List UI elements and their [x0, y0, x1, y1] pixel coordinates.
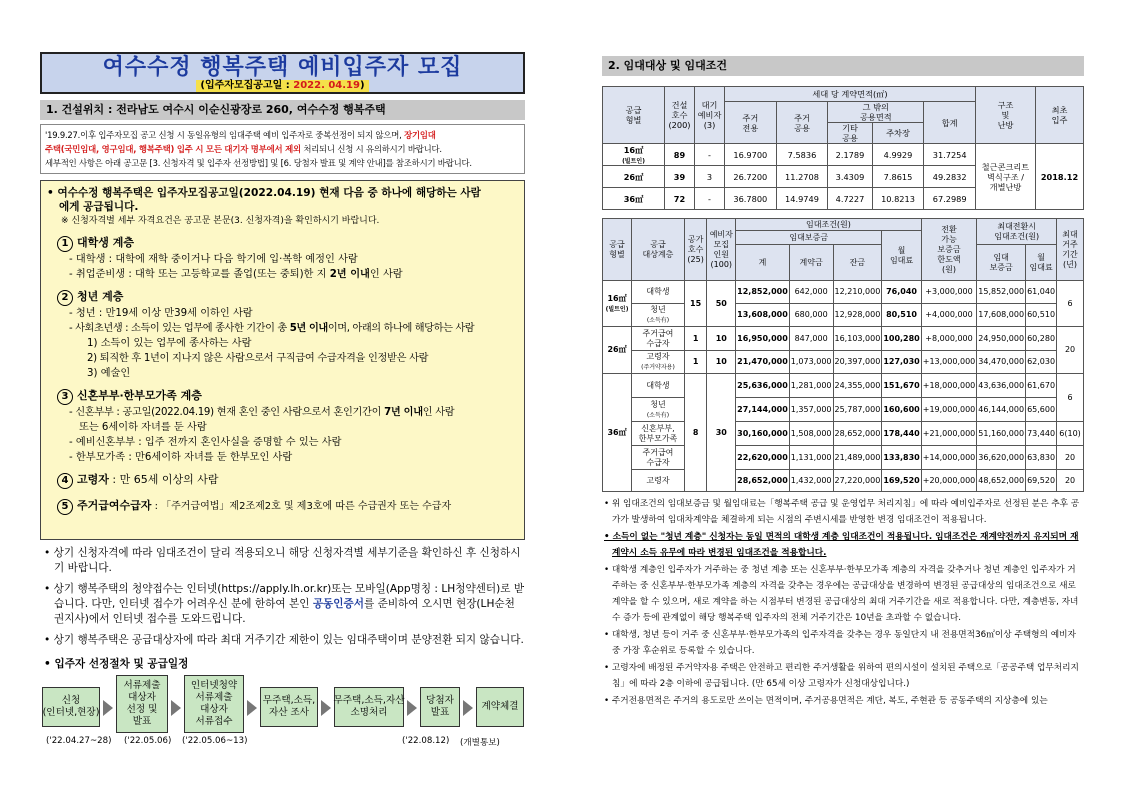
text-span: 청년 [650, 305, 666, 314]
text-span: 2022. 04.19 [293, 80, 360, 91]
text-span: - 취업준비생 : 대학 또는 고등학교를 졸업(또는 중퇴)한 지 [69, 269, 330, 280]
table-cell: 100,280 [882, 327, 921, 351]
table-cell: 16.9700 [725, 144, 777, 166]
table-cell: 임대조건(원) [736, 219, 922, 231]
text-span: ) [359, 80, 365, 91]
text-span: - 대학생 : 대학에 재학 중이거나 다음 학기에 입·복학 예정인 사람 [69, 254, 358, 265]
table-cell: 680,000 [789, 304, 833, 327]
table-cell [632, 398, 685, 422]
text-span: 신혼부부·한부모가족 계층 [77, 389, 202, 402]
right-column [602, 52, 1084, 709]
table-cell: 신혼부부, 한부모가족 [632, 422, 685, 446]
table-cell: 주거 공용 [776, 102, 828, 144]
table-row [603, 327, 1084, 351]
table-cell [603, 144, 665, 166]
announcement-date [196, 80, 368, 92]
text-span: - 예비신혼부부 : 입주 전까지 혼인사실을 증명할 수 있는 사람 [69, 437, 342, 448]
table-cell: 계약금 [789, 245, 833, 281]
table-row [603, 470, 1084, 492]
table-cell: 50 [707, 281, 736, 327]
table-cell: 건설 호수 (200) [665, 87, 695, 144]
table-cell: 4.9929 [872, 144, 924, 166]
table-cell: 고령자 [632, 470, 685, 492]
table-cell: 1,281,000 [789, 374, 833, 398]
table-cell: 10 [707, 351, 736, 374]
text-span: 7년 이내 [384, 407, 423, 418]
table-cell: 7.5836 [776, 144, 828, 166]
section2-heading: 2. 임대대상 및 임대조건 [602, 56, 1084, 76]
text-span: 16㎡ [623, 144, 644, 155]
table-cell: 임대 보증금 [977, 245, 1026, 281]
table-cell: 6 [1057, 374, 1084, 422]
table-row [603, 398, 1084, 422]
left-column [40, 52, 525, 751]
table-cell: 20 [1057, 470, 1084, 492]
table-cell: 151,670 [882, 374, 921, 398]
table-cell: 임대보증금 [736, 231, 882, 245]
table-cell: 49.2832 [924, 166, 976, 188]
table-cell: 26㎡ [603, 327, 632, 374]
table-cell: 합계 [924, 102, 976, 144]
table-cell: 철근콘크리트 벽식구조 / 개별난방 [976, 144, 1036, 210]
table-cell: 20 [1057, 327, 1084, 374]
table-cell: +21,000,000 [921, 422, 977, 446]
table-cell: 160,600 [882, 398, 921, 422]
table-cell: 주차장 [872, 123, 924, 144]
arrow-icon [321, 700, 331, 716]
table-cell: 2.1789 [828, 144, 872, 166]
text-span: : 만 65세 이상의 사람 [108, 473, 219, 486]
table-cell: 1,508,000 [789, 422, 833, 446]
table-cell: 24,950,000 [977, 327, 1026, 351]
date-apply: ('22.04.27~28) [46, 736, 112, 746]
table-cell: 67.2989 [924, 188, 976, 210]
table-cell: 7.8615 [872, 166, 924, 188]
table-cell: 27,144,000 [736, 398, 790, 422]
table-cell: 60,510 [1026, 304, 1057, 327]
process-flow [40, 673, 525, 751]
table-cell: 73,440 [1026, 422, 1057, 446]
text-span: - 사회초년생 : 소득이 있는 업무에 종사한 기간이 총 [69, 323, 290, 334]
process-title: • 입주자 선정절차 및 공급일정 [44, 658, 189, 670]
date-selection: ('22.05.06) [124, 736, 172, 746]
table-cell: 46,144,000 [977, 398, 1026, 422]
table-cell: 6 [1057, 281, 1084, 327]
text-span: 공동인증서 [312, 598, 364, 610]
table-cell: 63,830 [1026, 446, 1057, 470]
table-cell: 주거 전용 [725, 102, 777, 144]
table-cell: 60,280 [1026, 327, 1057, 351]
table-cell: 대기 예비자 (3) [695, 87, 725, 144]
area-table [602, 86, 1084, 210]
table-cell: 26.7200 [725, 166, 777, 188]
text-span: 를 준비하여 오시면 현장(LH순천권지사)에서 인터넷 접수를 도와드립니다. [54, 598, 515, 625]
table-cell: 15 [684, 281, 707, 327]
text-span: 또는 6세이하 자녀를 둔 사람 [79, 422, 207, 433]
table-cell: 178,440 [882, 422, 921, 446]
table-cell: 51,160,000 [977, 422, 1026, 446]
table-cell: 13,608,000 [736, 304, 790, 327]
text-span: 주거급여수급자 [77, 499, 152, 512]
text-span: (빌트인) [605, 305, 629, 313]
table-cell: 8 [684, 374, 707, 492]
text-span: • 상기 행복주택의 청약접수는 인터넷(https://apply.lh.or.kr)또는 모바일(App명칭 : LH청약센터)로 받습니다. 다만, 인터넷 접수가 어려우신 분에 한하여 본인 [44, 583, 525, 610]
text-span: (빌트인) [622, 157, 645, 165]
step-apply: 신청 (인터넷,현장) [42, 687, 100, 727]
table-cell: - [695, 188, 725, 210]
bullet-conditions: • 상기 신청자격에 따라 임대조건이 달리 적용되오니 해당 신청자격별 세부기준을 확인하신 후 신청하시기 바랍니다. [44, 547, 521, 574]
table-cell: 39 [665, 166, 695, 188]
text-span: 청년 [650, 399, 666, 409]
category-housing-benefit [47, 497, 518, 515]
table-cell: 잔금 [833, 245, 882, 281]
table-cell: +18,000,000 [921, 374, 977, 398]
table-cell: 2018.12 [1036, 144, 1084, 210]
text-span: 3 [57, 389, 73, 405]
table-cell: 133,830 [882, 446, 921, 470]
table-cell: +3,000,000 [921, 281, 977, 304]
bullet-residence-limit: • 상기 행복주택은 공급대상자에 따라 최대 거주기간 제한이 있는 임대주택이며 분양전환 되지 않습니다. [44, 634, 524, 646]
step-explanation: 무주택,소득,자산 소명처리 [334, 687, 404, 727]
table-cell: 69,520 [1026, 470, 1057, 492]
table-cell: +20,000,000 [921, 470, 977, 492]
step-announcement: 당첨자 발표 [420, 687, 460, 727]
table-cell: 대학생 [632, 281, 685, 304]
table-cell: 20,397,000 [833, 351, 882, 374]
table-cell: 1 [684, 327, 707, 351]
arrow-icon [407, 700, 417, 716]
text-span: 1 [57, 236, 73, 252]
table-cell: 76,040 [882, 281, 921, 304]
table-cell: 그 밖의 공용면적 [828, 102, 924, 123]
table-cell: 12,852,000 [736, 281, 790, 304]
text-span: '19.9.27.이후 입주자모집 공고 신청 시 동일유형의 임대주택 예비 입주자로 중복선정이 되지 않으며, [45, 130, 405, 140]
table-cell: 세대 당 계약면적(㎡) [725, 87, 976, 102]
table-cell [632, 351, 685, 374]
table-cell: 공급 형별 [603, 87, 665, 144]
table-cell: 10.8213 [872, 188, 924, 210]
table-cell: 공가 호수 (25) [684, 219, 707, 281]
rent-table [602, 218, 1084, 492]
text-span: 장기임대 [404, 130, 436, 140]
text-span: (입주자모집공고일 : [200, 80, 294, 91]
text-span: 처리되니 신청 시 유의하시기 바랍니다. [300, 144, 442, 154]
table-cell: 65,600 [1026, 398, 1057, 422]
table-cell: 16,950,000 [736, 327, 790, 351]
step-document-selection: 서류제출 대상자 선정 및 발표 [116, 675, 168, 733]
table-cell: 1,073,000 [789, 351, 833, 374]
text-span: 고령자 [77, 473, 109, 486]
table-cell: 최초 입주 [1036, 87, 1084, 144]
caution-note [40, 124, 525, 174]
text-span: - 한부모가족 : 만6세이하 자녀를 둔 한부모인 사람 [69, 452, 293, 463]
table-cell: 공급 대상계층 [632, 219, 685, 281]
text-span: 세부적인 사항은 아래 공고문 [3. 신청자격 및 입주자 선정방법] 및 [6. 당첨자 발표 및 계약 안내]를 참조하시기 바랍니다. [45, 158, 472, 168]
table-cell: 25,787,000 [833, 398, 882, 422]
table-cell: 기타 공용 [828, 123, 872, 144]
table-row [603, 446, 1084, 470]
table-cell: 전환 가능 보증금 한도액 (원) [921, 219, 977, 281]
table-cell [603, 281, 632, 327]
text-span: 2 [57, 290, 73, 306]
table-cell: 30,160,000 [736, 422, 790, 446]
category-elderly [47, 471, 518, 489]
step-asset-check: 무주택,소득, 자산 조사 [260, 687, 318, 727]
text-span: (소득有) [646, 411, 670, 419]
table-cell: 61,040 [1026, 281, 1057, 304]
note-youth-no-income: • 소득이 없는 "청년 계층" 신청자는 동일 면적의 대학생 계층 임대조건이 적용됩니다. 임대조건은 재계약전까지 유지되며 재계약시 소득 유무에 따라 변경된 임대조건을 적용합니다. [604, 532, 1079, 558]
table-cell: 12,928,000 [833, 304, 882, 327]
table-cell: 주거급여 수급자 [632, 446, 685, 470]
table-cell: 127,030 [882, 351, 921, 374]
table-cell: 예비자 모집 인원 (100) [707, 219, 736, 281]
table-cell: 구조 및 난방 [976, 87, 1036, 144]
table-cell: 28,652,000 [833, 422, 882, 446]
text-span: 5 [57, 499, 73, 515]
table-cell: 28,652,000 [736, 470, 790, 492]
note-class-change: • 대학생 계층인 입주자가 거주하는 중 청년 계층 또는 신혼부부·한부모가족 계층의 자격을 갖추거나 청년 계층인 입주자가 거주하는 중 신혼부부·한부모가족 계층의 자격을 갖추는 경우에는 공급대상을 변경하여 변경된 공급대상의 임대조건으로 새로 계약을 할 수 있으며, 새로 계약을 하는 시점부터 변경된 공급대상의 최대 거주기간을 새로 적용합니다. 다만, 계층변동, 자녀수 증가 등에 관계없이 해당 행복주택 입주자의 전체 거주기간은 10년을 초과할 수 없습니다. [604, 565, 1079, 623]
table-cell: 36㎡ [603, 188, 665, 210]
text-span: 이며, 아래의 하나에 해당하는 사람 [327, 323, 475, 334]
note-area: • 주거전용면적은 주거의 용도로만 쓰이는 면적이며, 주거공용면적은 계단, 복도, 주현관 등 공동주택의 지상층에 있는 [604, 696, 1048, 706]
table-cell: 1,357,000 [789, 398, 833, 422]
table-cell: 1 [684, 351, 707, 374]
step-contract: 계약체결 [476, 687, 524, 727]
arrow-icon [247, 700, 257, 716]
table-cell: 36,620,000 [977, 446, 1026, 470]
note-rent-change: • 위 임대조건의 임대보증금 및 월임대료는「행복주택 공급 및 운영업무 처리지침」에 따라 예비입주자로 선정된 분은 추후 공가가 발생하여 임대차계약을 체결하게 되는 시점의 주변시세를 반영한 변경 임대조건이 적용됩니다. [604, 499, 1080, 525]
page-title: 여수수정 행복주택 예비입주자 모집 [102, 55, 463, 80]
text-span: 16㎡ [607, 293, 627, 303]
text-span: 대학생 계층 [77, 236, 134, 249]
table-cell: 1,432,000 [789, 470, 833, 492]
table-cell: 대학생 [632, 374, 685, 398]
text-span: - 신혼부부 : 공고일(2022.04.19) 현재 혼인 중인 사람으로서 혼인기간이 [69, 407, 385, 418]
bullet-application [40, 582, 525, 627]
table-cell: 30 [707, 374, 736, 492]
section1-heading: 1. 건설위치 : 전라남도 여수시 이순신광장로 260, 여수수정 행복주택 [40, 100, 525, 120]
table-cell: 36㎡ [603, 374, 632, 492]
table-cell: 34,470,000 [977, 351, 1026, 374]
rent-notes [602, 496, 1084, 709]
note-newlywed: • 대학생, 청년 등이 거주 중 신혼부부·한부모가족의 입주자격을 갖추는 경우 동일단지 내 전용면적36㎡이상 주택형의 예비자 중 가장 후순위로 등록할 수 있습니다. [604, 630, 1076, 656]
table-cell: +8,000,000 [921, 327, 977, 351]
table-cell: 12,210,000 [833, 281, 882, 304]
table-cell: +4,000,000 [921, 304, 977, 327]
text-span: 청년 계층 [77, 290, 124, 303]
table-cell: 80,510 [882, 304, 921, 327]
table-cell: 27,220,000 [833, 470, 882, 492]
category-newlywed [47, 387, 518, 405]
text-span: 고령자 [646, 352, 670, 361]
table-cell: +13,000,000 [921, 351, 977, 374]
table-cell: 14.9749 [776, 188, 828, 210]
table-cell: 62,030 [1026, 351, 1057, 374]
note-elderly: • 고령자에 배정된 주거약자용 주택은 안전하고 편리한 주거생활을 위하여 편의시설이 설치된 주택으로「공공주택 업무처리지침」에 따라 2층 이하에 공급됩니다. (만 65세 이상 고령자가 신청대상입니다.) [604, 663, 1079, 689]
table-cell: 월 임대료 [882, 231, 921, 281]
text-span: (주거약자용) [641, 364, 675, 371]
table-cell: 주거급여 수급자 [632, 327, 685, 351]
table-cell: +19,000,000 [921, 398, 977, 422]
table-cell: 10 [707, 327, 736, 351]
table-cell: 847,000 [789, 327, 833, 351]
step-document-submission: 인터넷청약 서류제출 대상자 서류접수 [184, 675, 244, 733]
table-cell: 24,355,000 [833, 374, 882, 398]
table-cell: 72 [665, 188, 695, 210]
table-cell: 3 [695, 166, 725, 188]
table-cell: 계 [736, 245, 790, 281]
table-cell: 89 [665, 144, 695, 166]
text-span: 주택(국민임대, 영구임대, 행복주택) 입주 시 모든 대기자 명부에서 제외 [45, 144, 301, 154]
table-cell: 4.7227 [828, 188, 872, 210]
eligibility-note: ※ 신청자격별 세부 자격요건은 공고문 본문(3. 신청자격)을 확인하시기 바랍니다. [61, 216, 380, 226]
text-span: 3) 예술인 [87, 368, 131, 379]
table-cell: 26㎡ [603, 166, 665, 188]
table-row [603, 281, 1084, 304]
table-cell: 169,520 [882, 470, 921, 492]
category-student [47, 234, 518, 252]
text-span: 인 사람 [369, 269, 403, 280]
category-youth [47, 288, 518, 306]
title-box [40, 52, 525, 94]
table-cell: 48,652,000 [977, 470, 1026, 492]
text-span: 2) 퇴직한 후 1년이 지나지 않은 사람으로서 구직급여 수급자격을 인정받은 사람 [87, 353, 429, 364]
text-span: 에게 공급됩니다. [59, 201, 139, 213]
text-span: 5년 이내 [289, 323, 328, 334]
text-span: : 「주거급여법」제2조제2호 및 제3호에 따른 수급권자 또는 수급자 [151, 501, 452, 512]
table-cell: 21,470,000 [736, 351, 790, 374]
table-cell: 25,636,000 [736, 374, 790, 398]
text-span: (소득有) [646, 317, 670, 324]
table-cell: +14,000,000 [921, 446, 977, 470]
table-cell: 최대전환시 임대조건(원) [977, 219, 1057, 245]
table-cell: 31.7254 [924, 144, 976, 166]
text-span: 1) 소득이 있는 업무에 종사하는 사람 [87, 338, 252, 349]
table-cell: 공급 형별 [603, 219, 632, 281]
table-cell: 1,131,000 [789, 446, 833, 470]
table-cell: 16,103,000 [833, 327, 882, 351]
eligibility-box [40, 180, 525, 540]
table-cell: 21,489,000 [833, 446, 882, 470]
arrow-icon [103, 700, 113, 716]
text-span: - 청년 : 만19세 이상 만39세 이하인 사람 [69, 308, 253, 319]
table-cell: 11.2708 [776, 166, 828, 188]
table-cell: 642,000 [789, 281, 833, 304]
table-cell: 15,852,000 [977, 281, 1026, 304]
table-cell: 3.4309 [828, 166, 872, 188]
table-cell: 43,636,000 [977, 374, 1026, 398]
eligibility-intro: • 여수수정 행복주택은 입주자모집공고일(2022.04.19) 현재 다음 중 하나에 해당하는 사람 [47, 187, 481, 199]
table-row [603, 351, 1084, 374]
table-cell: 36.7800 [725, 188, 777, 210]
date-contract: (개별통보) [460, 738, 500, 748]
text-span: 인 사람 [422, 407, 455, 418]
table-cell: 20 [1057, 446, 1084, 470]
arrow-icon [171, 700, 181, 716]
table-cell: 61,670 [1026, 374, 1057, 398]
table-cell: - [695, 144, 725, 166]
table-row [603, 144, 1084, 166]
arrow-icon [463, 700, 473, 716]
date-announcement: ('22.08.12) [402, 736, 450, 746]
table-cell: 최대 거주 기간 (년) [1057, 219, 1084, 281]
text-span: 2년 이내 [329, 269, 370, 280]
date-submission: ('22.05.06~13) [182, 736, 248, 746]
table-cell: 17,608,000 [977, 304, 1026, 327]
table-cell: 22,620,000 [736, 446, 790, 470]
table-row [603, 374, 1084, 398]
table-cell: 6(10) [1057, 422, 1084, 446]
text-span: 4 [57, 473, 73, 489]
table-row [603, 304, 1084, 327]
table-cell [632, 304, 685, 327]
table-row [603, 422, 1084, 446]
table-cell: 월 임대료 [1026, 245, 1057, 281]
